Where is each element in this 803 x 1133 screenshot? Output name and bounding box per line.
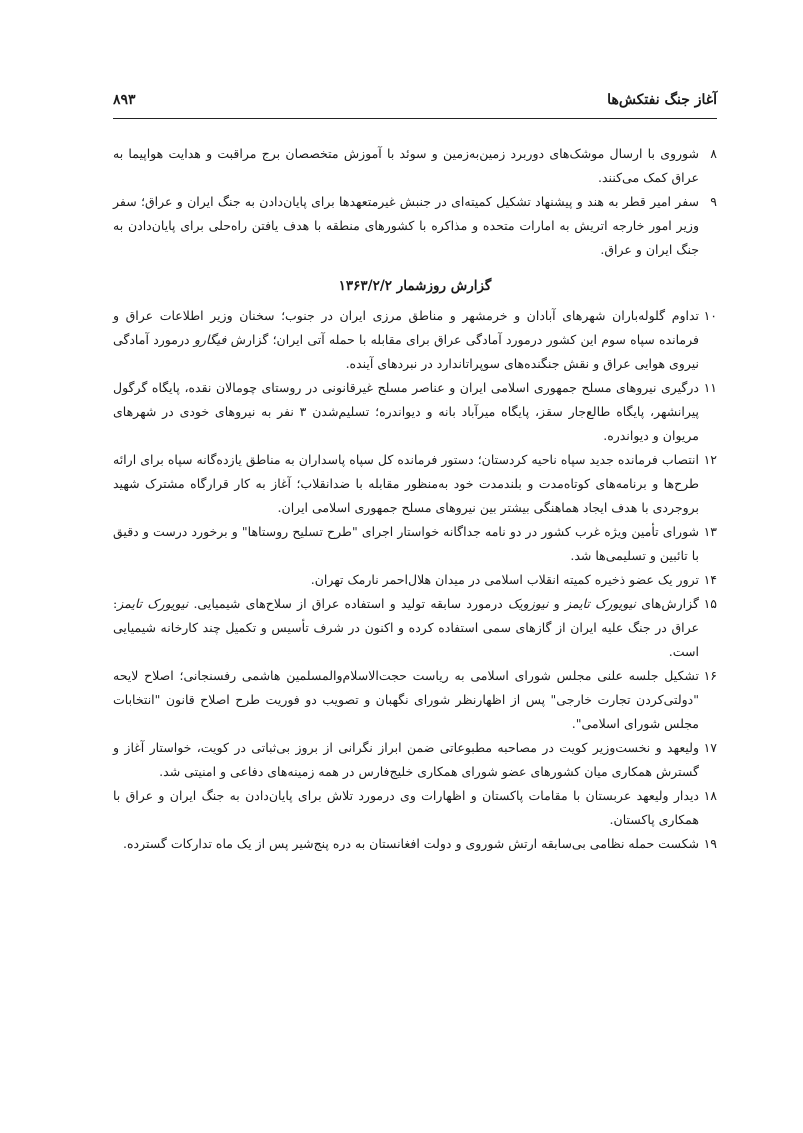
text-segment: گزارش‌های — [635, 596, 699, 611]
list-item — [113, 784, 717, 832]
item-number: ۸ — [710, 146, 717, 161]
item-text: شوروی با ارسال موشک‌های دوربرد زمین‌به‌زمین و سوئد با آموزش متخصصان برج مراقبت و هدایت هواپیما به عراق کمک می‌کنند. — [113, 146, 699, 185]
list-item — [113, 142, 717, 190]
italic-title-segment: نیویورک تایمز — [564, 596, 636, 611]
list-item — [113, 520, 717, 568]
item-text — [113, 376, 701, 448]
chapter-title: آغاز جنگ نفتکش‌ها — [607, 92, 717, 108]
list-item — [113, 736, 717, 784]
page-content — [113, 142, 717, 856]
italic-title-segment: نیوزویک — [507, 596, 549, 611]
item-text — [113, 736, 701, 784]
item-number: ۱۶ — [703, 668, 717, 683]
item-number: ۱۹ — [703, 836, 717, 851]
running-header — [113, 92, 717, 116]
text-segment: شورای تأمین ویژه غرب کشور در دو نامه جداگانه خواستار اجرای "طرح تسلیح روستاها" و برخورد درست و دقیق با تائبین و تسلیمی‌ها شد. — [113, 524, 699, 563]
text-segment: شکست حمله نظامی بی‌سابقه ارتش شوروی و دولت افغانستان به دره پنج‌شیر پس از یک ماه تدارکات گسترده. — [123, 836, 699, 851]
item-list-continued — [113, 142, 717, 262]
item-text — [113, 784, 701, 832]
text-segment: ولیعهد و نخست‌وزیر کویت در مصاحبه مطبوعاتی ضمن ابراز نگرانی از بروز بی‌ثباتی در کویت، خواستار آغاز و گسترش همکاری میان کشورهای عضو شورای همکاری خلیج‌فارس در همه زمینه‌های دفاعی و امنیتی شد. — [113, 740, 699, 779]
list-item — [113, 304, 717, 376]
list-item — [113, 190, 717, 262]
text-segment: تشکیل جلسه علنی مجلس شورای اسلامی به ریاست حجت‌الاسلام‌والمسلمین هاشمی رفسنجانی؛ اصلاح لایحه "دولتی‌کردن تجارت خارجی" پس از اظهارنظر شورای نگهبان و تصویب دو فوریت طرح اصلاح قانون "انتخابات مجلس شورای اسلامی". — [113, 668, 699, 731]
report-item-list — [113, 304, 717, 856]
item-text — [113, 664, 701, 736]
item-text — [113, 592, 701, 664]
text-segment: انتصاب فرمانده جدید سپاه ناحیه کردستان؛ دستور فرمانده کل سپاه پاسداران به مناطق یازده‌گانه سپاه برای ارائه طرح‌ها و برنامه‌های کوتاه‌مدت و بلندمدت خود به‌منظور مقابله با ضدانقلاب؛ آغاز به کار قرارگاه مشترک شهید بروجردی با هدف ایجاد هماهنگی بیشتر بین نیروهای مسلح جمهوری اسلامی ایران. — [113, 452, 699, 515]
item-text: سفر امیر قطر به هند و پیشنهاد تشکیل کمیته‌ای در جنبش غیرمتعهدها برای پایان‌دادن به جنگ ایران و عراق؛ سفر وزیر امور خارجه اتریش به امارات متحده و مذاکره با کشورهای منطقه با هدف یافتن راه‌حلی برای پایان‌دادن به جنگ ایران و عراق. — [113, 194, 699, 257]
list-item — [113, 832, 717, 856]
item-text — [113, 304, 701, 376]
text-segment: دیدار ولیعهد عربستان با مقامات پاکستان و اظهارات وی درمورد تلاش برای پایان‌دادن به جنگ ایران و عراق با همکاری پاکستان. — [113, 788, 699, 827]
report-heading: گزارش روزشمار ۱۳۶۳/۲/۲ — [338, 278, 492, 294]
text-segment: : عراق در جنگ علیه ایران از گازهای سمی استفاده کرده و اکنون در شرف تأسیس و تکمیل چند کارخانه شیمیایی است. — [113, 596, 699, 659]
item-number: ۱۸ — [703, 788, 717, 803]
item-number: ۱۷ — [703, 740, 717, 755]
page-number: ۸۹۳ — [113, 92, 136, 108]
item-text — [113, 520, 701, 568]
text-segment: درمورد سابقه تولید و استفاده عراق از سلاح‌های شیمیایی. — [188, 596, 508, 611]
item-text — [113, 448, 701, 520]
list-item — [113, 592, 717, 664]
item-text — [113, 568, 701, 592]
text-segment: تداوم گلوله‌باران شهرهای آبادان و خرمشهر و مناطق مرزی ایران در جنوب؛ سخنان وزیر اطلاعات عراق و فرمانده سپاه سوم این کشور درمورد آمادگی عراق برای مقابله با حمله آتی ایران؛ گزارش — [113, 308, 700, 347]
header-rule — [113, 118, 717, 119]
list-item — [113, 376, 717, 448]
item-number: ۱۲ — [703, 452, 717, 467]
text-segment: درگیری نیروهای مسلح جمهوری اسلامی ایران و عناصر مسلح غیرقانونی در روستای چومالان نقده، پایگاه گرگول پیرانشهر، پایگاه طالع‌جار سقز، پایگاه میرآباد بانه و دیواندره؛ تسلیم‌شدن ۳ نفر به نیروهای خودی در شهرهای مریوان و دیواندره. — [113, 380, 699, 443]
item-text — [113, 832, 701, 856]
italic-title-segment: نیویورک تایمز — [117, 596, 189, 611]
item-number: ۹ — [710, 194, 717, 209]
list-item — [113, 664, 717, 736]
text-segment: ترور یک عضو ذخیره کمیته انقلاب اسلامی در میدان هلال‌احمر نارمک تهران. — [310, 572, 699, 587]
italic-title-segment: فیگارو — [193, 332, 227, 347]
item-number: ۱۵ — [703, 596, 717, 611]
text-segment: و — [548, 596, 565, 611]
text-segment: درمورد آمادگی نیروی هوایی عراق و نقش جنگنده‌های سوپراتاندارد در نبردهای آینده. — [113, 332, 699, 371]
list-item — [113, 448, 717, 520]
item-number: ۱۳ — [703, 524, 717, 539]
item-number: ۱۰ — [703, 308, 717, 323]
list-item — [113, 568, 717, 592]
item-number: ۱۱ — [703, 380, 717, 395]
item-number: ۱۴ — [703, 572, 717, 587]
